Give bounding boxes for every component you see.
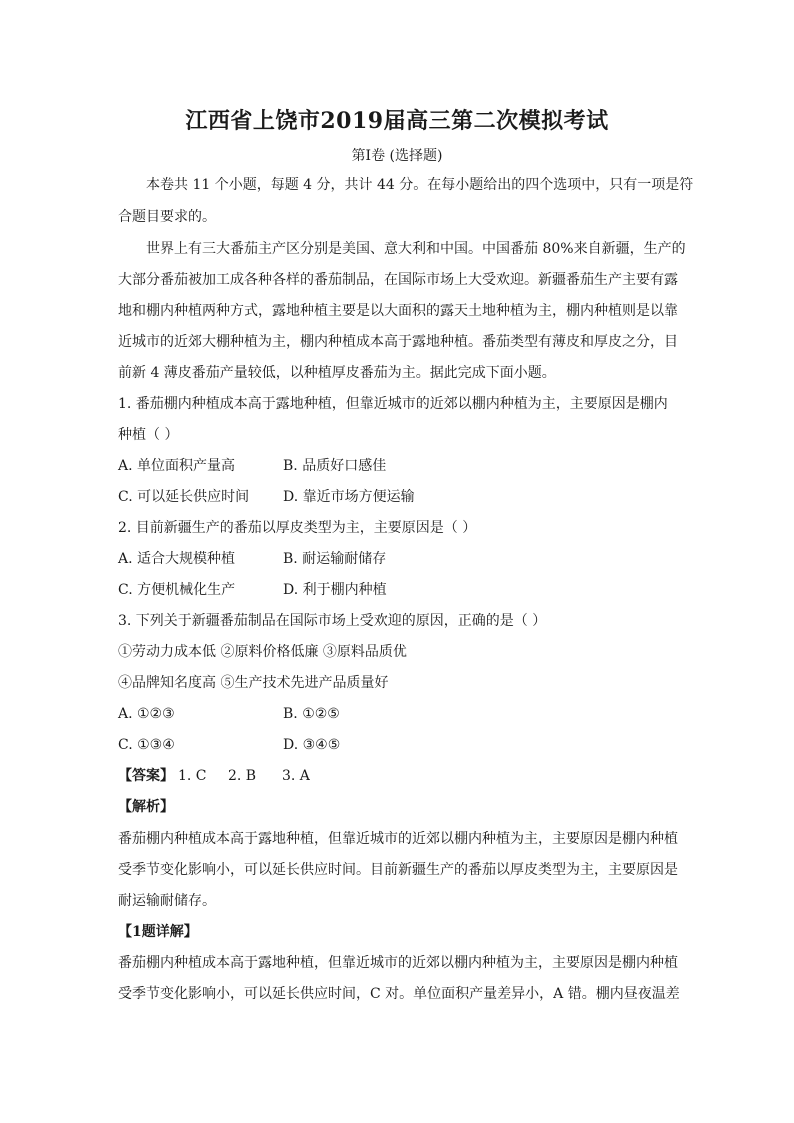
q1-option-c: C. 可以延长供应时间: [118, 489, 250, 505]
passage-line-1: 世界上有三大番茄主产区分别是美国、意大利和中国。中国番茄 80%来自新疆，生产的: [146, 241, 686, 257]
q3-option-d: D. ③④⑤: [283, 737, 341, 753]
analysis-line-1: 番茄棚内种植成本高于露地种植，但靠近城市的近郊以棚内种植为主，主要原因是棚内种植: [118, 831, 678, 847]
q3-option-a: A. ①②③: [118, 706, 175, 722]
q3-items-line-2: ④品牌知名度高 ⑤生产技术先进产品质量好: [118, 675, 389, 691]
analysis-label: 【解析】: [118, 799, 174, 815]
passage-line-4: 近城市的近郊大棚种植为主，棚内种植成本高于露地种植。番茄类型有薄皮和厚皮之分，目: [118, 334, 678, 350]
answer-1: 1. C: [178, 768, 207, 784]
intro-line-1: 本卷共 11 个小题，每题 4 分，共计 44 分。在每小题给出的四个选项中，只有一项是符: [146, 177, 694, 193]
q3-option-b: B. ①②⑤: [283, 706, 340, 722]
passage-line-2: 大部分番茄被加工成各种各样的番茄制品，在国际市场上大受欢迎。新疆番茄生产主要有露: [118, 272, 678, 288]
passage-line-3: 地和棚内种植两种方式，露地种植主要是以大面积的露天土地种植为主，棚内种植则是以靠: [118, 303, 678, 319]
analysis-line-2: 受季节变化影响小，可以延长供应时间。目前新疆生产的番茄以厚皮类型为主，主要原因是: [118, 862, 678, 878]
q1-stem-line-2: 种植（ ）: [118, 427, 179, 443]
detail1-line-2: 受季节变化影响小，可以延长供应时间，C 对。单位面积产量差异小，A 错。棚内昼夜温差: [118, 986, 680, 1002]
q1-stem-line-1: 1. 番茄棚内种植成本高于露地种植，但靠近城市的近郊以棚内种植为主，主要原因是棚内: [118, 396, 668, 412]
answer-2: 2. B: [228, 768, 257, 784]
q1-option-a: A. 单位面积产量高: [118, 458, 236, 474]
q2-option-b: B. 耐运输耐储存: [283, 551, 387, 567]
q2-stem: 2. 目前新疆生产的番茄以厚皮类型为主，主要原因是（ ）: [118, 520, 477, 536]
q2-option-c: C. 方便机械化生产: [118, 582, 236, 598]
analysis-line-3: 耐运输耐储存。: [118, 893, 216, 909]
q3-option-c: C. ①③④: [118, 737, 175, 753]
exam-title: 江西省上饶市2019届高三第二次模拟考试: [185, 108, 609, 134]
passage-line-5: 前新 4 薄皮番茄产量较低，以种植厚皮番茄为主。据此完成下面小题。: [118, 365, 556, 381]
q1-option-d: D. 靠近市场方便运输: [283, 489, 415, 505]
q1-option-b: B. 品质好口感佳: [283, 458, 387, 474]
answer-label: 【答案】: [118, 768, 174, 784]
q3-items-line-1: ①劳动力成本低 ②原料价格低廉 ③原料品质优: [118, 644, 407, 660]
q2-option-d: D. 利于棚内种植: [283, 582, 387, 598]
detail1-line-1: 番茄棚内种植成本高于露地种植，但靠近城市的近郊以棚内种植为主，主要原因是棚内种植: [118, 955, 678, 971]
q2-option-a: A. 适合大规模种植: [118, 551, 236, 567]
section-subtitle: 第Ⅰ卷 (选择题): [351, 148, 443, 164]
answer-3: 3. A: [282, 768, 310, 784]
detail1-label: 【1题详解】: [118, 924, 198, 940]
answer-line: [118, 769, 310, 783]
intro-line-2: 合题目要求的。: [118, 209, 216, 225]
q3-stem: 3. 下列关于新疆番茄制品在国际市场上受欢迎的原因，正确的是（ ）: [118, 613, 547, 629]
